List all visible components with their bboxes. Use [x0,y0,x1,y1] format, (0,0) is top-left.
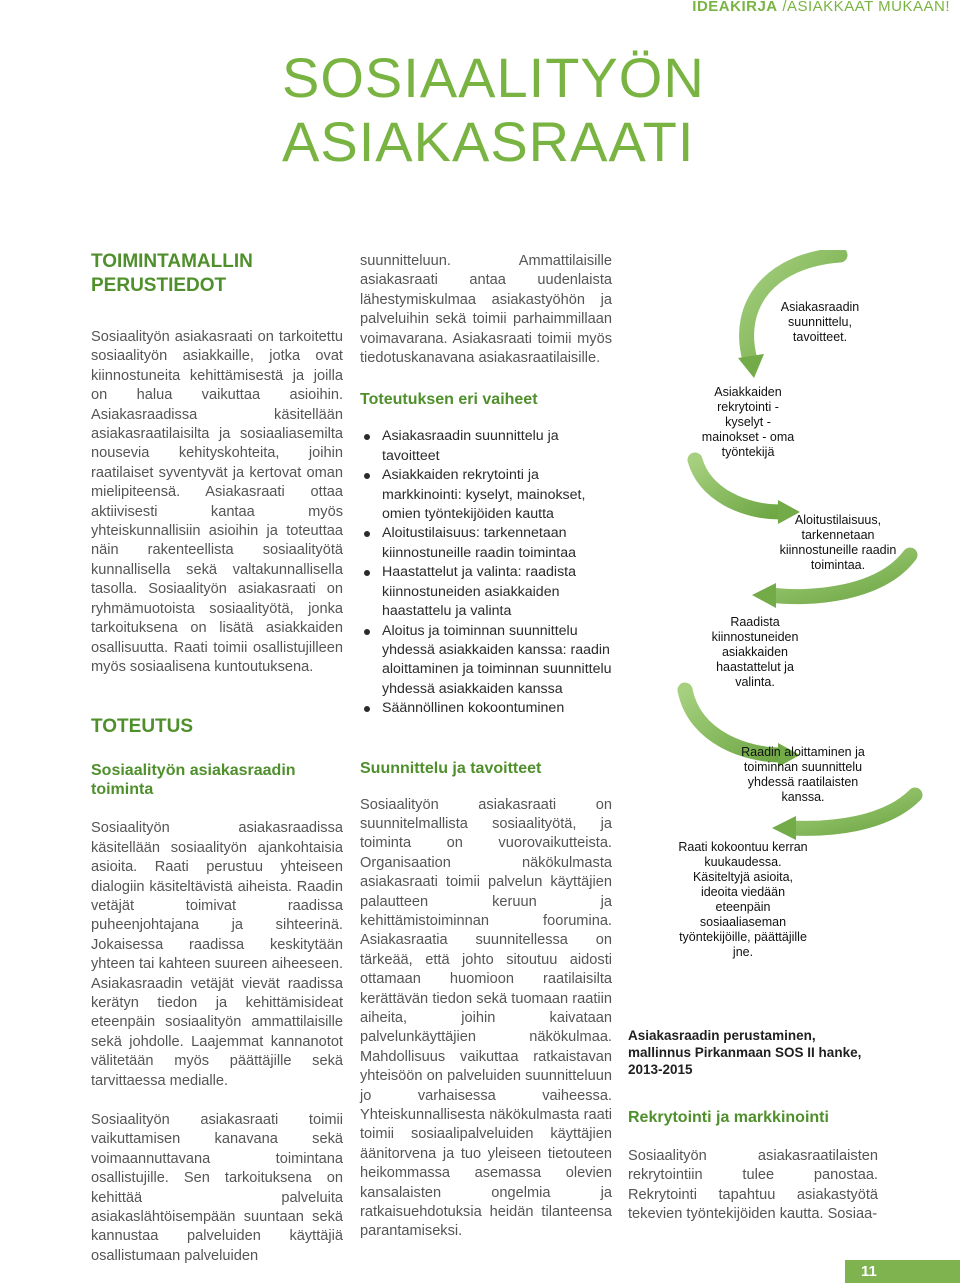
continuation-paragraph: suunnitteluun. Ammattilaisille asiakasraati antaa uudenlaista lähestymiskulmaa asiakastyöhön ja palveluihin sekä toimii parhaimmillaan voimavarana. Asiakasraati toimii myös tiedotuskanavana asiakasraatilaisille. [360,253,612,367]
list-item: Asiakkaiden rekrytointi ja markkinointi: kyselyt, mainokset, omien työntekijöiden kautta [360,466,612,524]
header-brand: IDEAKIRJA [692,0,778,15]
purpose-paragraph: Sosiaalityön asiakasraati toimii vaikuttamisen kanavana sekä voimaannuttavana toimintana osallistujille. Sen tarkoituksena on kehittää palveluita asiakaslähtöisempään suuntaan sekä kannustaa palveluiden käyttäjiä osallistumaan palveluiden [91,1112,343,1264]
list-item: Asiakasraadin suunnittelu ja tavoitteet [360,427,612,466]
subheading-recruitment: Rekrytointi ja markkinointi [628,1109,829,1126]
cycle-arrowhead-1 [738,354,764,378]
planning-paragraph: Sosiaalityön asiakasraati on suunnitelmallista sosiaalityötä, ja toiminta on vuorovaikutteista. Organisaation näkökulmasta asiakasraati toimii palvelun käyttäjien palautteen keruun ja kehittämistoiminnan foorumina. Asiakasraatia suunnitellessa on tärkeää, että johto sitoutuu aidosti ottamaan huomioon raatilaisilta kerättävän tiedon sekä tuomaan raatiin aiheita, joihin kaivataan palvelunkäyttäjien näkökulmaa. Mahdollisuus vaikuttaa ratkaistavan yhteisöön on palveluiden suunnitteluun jo varhaisessa vaiheessa. Yhteiskunnallisesta näkökulmasta raati toimii sosiaalipalveluiden käyttäjien äänitorvena ja tuo yleiseen tietouteen heikommassa asemassa olevien kansalaisten ongelmia ja ratkaisuehdotuksia heidän tilanteensa parantamiseksi. [360,796,612,1240]
page-number: 11 [845,1260,960,1283]
cycle-step-5: Raadin aloittaminen ja toiminnan suunnittelu yhdessä raatilaisten kanssa. [741,745,865,804]
subheading-planning: Suunnittelu ja tavoitteet [360,759,542,777]
list-item: Säännöllinen kokoontuminen [360,699,612,718]
cycle-step-2: Asiakkaiden rekrytointi - kyselyt - mainokset - oma työntekijä [701,385,795,459]
cycle-step-4: Raadista kiinnostuneiden asiakkaiden haastattelut ja valinta. [711,615,799,689]
list-item: Aloitus ja toiminnan suunnittelu yhdessä asiakkaiden kanssa: raadin aloittaminen ja toiminnan suunnittelu yhdessä asiakkaiden kanssa [360,622,612,700]
operation-paragraph: Sosiaalityön asiakasraadissa käsitellään sosiaalityön ajankohtaisia asioita. Raati perustuu yhteiseen dialogiin käsiteltävistä aiheista. Raadin vetäjät toimivat raadissa puheenjohtajana ja sihteerinä. Jokaisessa raadissa keskitytään yhteen tai kahteen suureen aiheeseen. Asiakasraadin vetäjät vievät raadissa kerätyn tiedon ja kehittämisideat eteenpäin sosiaalityön ammattilaisille sekä johdolle. Laajemmat kannanotot välitetään myös päättäjille sekä tarvittaessa medialle. [91,820,343,1089]
cycle-arrowhead-3 [752,583,776,608]
diagram-caption: Asiakasraadin perustaminen, mallinnus Pirkanmaan SOS II hanke, 2013-2015 [628,1028,862,1077]
subheading-operation: Sosiaalityön asiakasraadin toiminta [91,762,296,799]
process-cycle-diagram [630,250,950,990]
section-heading-basics: TOIMINTAMALLIN PERUSTIEDOT [91,251,253,296]
subheading-phases: Toteutuksen eri vaiheet [360,391,538,409]
cycle-arrow-2 [695,460,780,512]
list-item: Aloitustilaisuus: tarkennetaan kiinnostuneille raadin toimintaa [360,524,612,563]
header-tag [692,0,950,15]
section-heading-implementation: TOTEUTUS [91,716,194,738]
left-column [91,250,343,1266]
cycle-step-1: Asiakasraadin suunnittelu, tavoitteet. [780,300,860,344]
right-column [628,1027,878,1225]
header-section: /ASIAKKAAT MUKAAN! [782,0,950,15]
list-item: Haastattelut ja valinta: raadista kiinnostuneiden asiakkaiden haastattelu ja valinta [360,563,612,621]
page-title-line-1: SOSIAALITYÖN [282,46,705,109]
cycle-arrowhead-5 [772,816,796,840]
phases-list [360,427,612,718]
recruitment-paragraph: Sosiaalityön asiakasraatilaisten rekrytointiin tulee panostaa. Rekrytointi tapahtuu asiakastyötä tekevien työntekijöiden kautta. Sosiaa- [628,1148,878,1223]
cycle-step-6: Raati kokoontuu kerran kuukaudessa. Käsiteltyjä asioita, ideoita viedään eteenpäin sosiaaliaseman työntekijöille, päättäjille jne. [678,840,808,959]
page-title-line-2: ASIAKASRAATI [282,110,695,173]
basics-paragraph: Sosiaalityön asiakasraati on tarkoitettu sosiaalityön asiakkaille, jotka ovat kiinnostuneita kehittämisestä ja joilla on halua vaikuttaa asioihin. Asiakasraadissa käsitellään asiakasraatilaisilta ja sosiaaliasemilta nousevia kehityskohteita, joihin raatilaiset syventyvät ja kertovat oman mielipiteensä. Asiakasraati ottaa aktiivisesti kantaa myös yhteiskunnallisiin asioihin ja toteuttaa näin rakenteellista sosiaalityötä kunnallisella sekä valtakunnallisella tasolla. Sosiaalityön asiakasraati on ryhmämuotoista sosiaalityötä, jonka tarkoituksena on lisätä asiakkaiden osallisuutta. Raati toimii osallistujilleen myös sosiaalisena kuntoutuksena. [91,329,343,675]
cycle-step-3: Aloitustilaisuus, tarkennetaan kiinnostuneille raadin toimintaa. [779,513,897,572]
middle-column [360,252,612,1242]
